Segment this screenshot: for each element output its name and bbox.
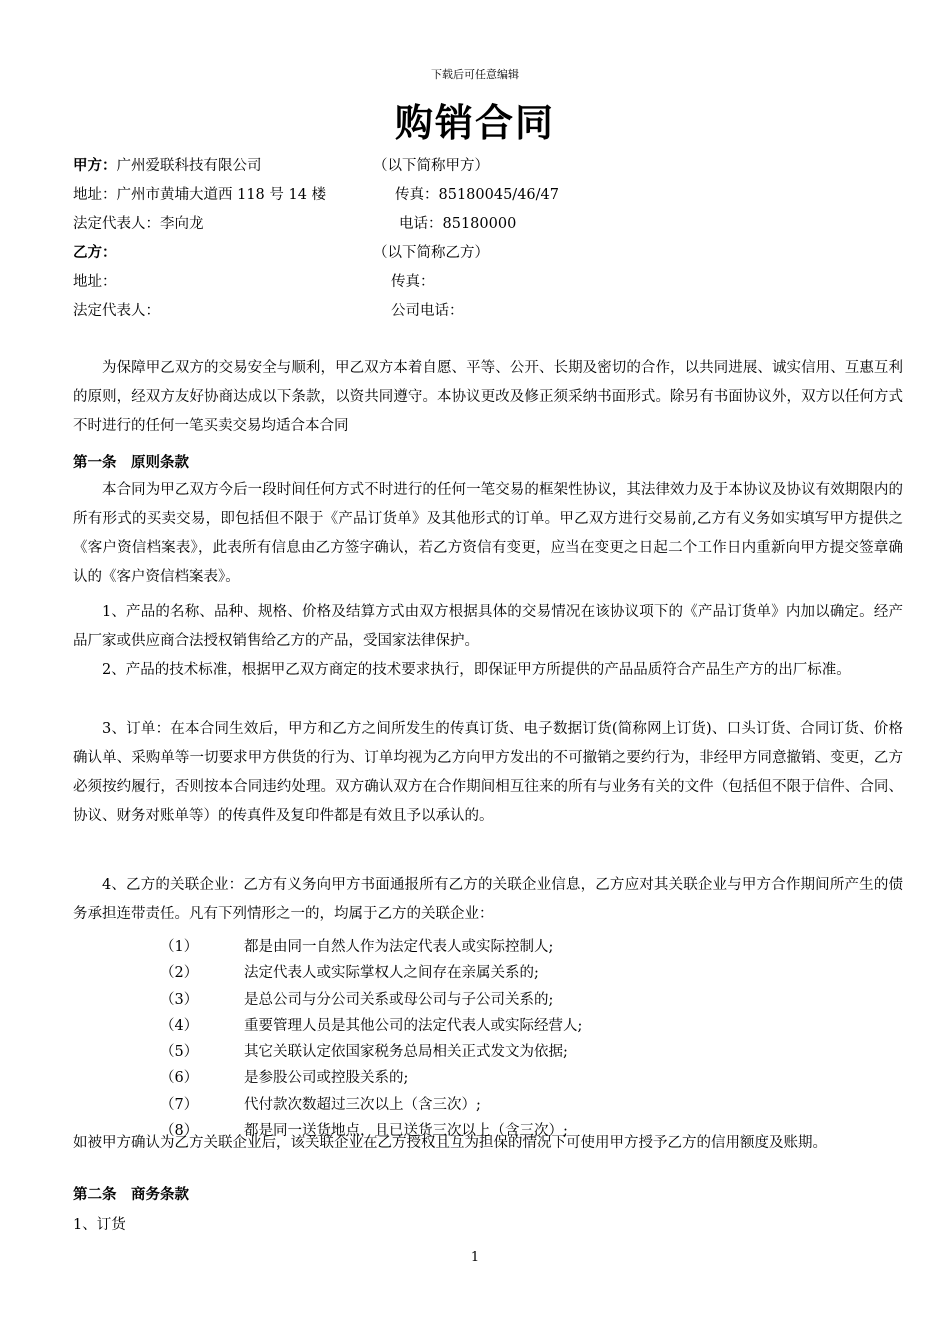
party-a-address: 地址：广州市黄埔大道西 118 号 14 楼 [73,187,327,203]
party-b-alias: （以下简称乙方） [373,245,489,261]
article-2-item-1: 1、订货 [73,1217,126,1233]
contract-title: 购销合同 [394,100,555,145]
party-a-alias: （以下简称甲方） [373,158,489,174]
party-b-rep-row [73,301,464,321]
party-b-row [73,243,489,263]
party-a-address-row [73,185,559,205]
clause-3-paragraph: 3、订单：在本合同生效后，甲方和乙方之间所发生的传真订货、电子数据订货(简称网上订货)、口头订货、合同订货、价格确认单、采购单等一切要求甲方供货的行为、订单均视为乙方向甲方发出的不可撤销之要约行为，非经甲方同意撤销、变更，乙方必须按约履行，否则按本合同违约处理。双方确认双方在合作期间相互往来的所有与业务有关的文件（包括但不限于信件、合同、协议、财务对账单等）的传真件及复印件都是有效且予以承认的。 [73,721,903,824]
party-b-label: 乙方： [73,244,117,261]
article-2-heading: 第二条 商务条款 [73,1186,189,1203]
party-a-rep-row [73,214,517,234]
party-a-fax: 传真：85180045/46/47 [395,187,559,203]
list-item: （4） 重要管理人员是其他公司的法定代表人或实际经营人; [160,1017,583,1034]
party-b-address-row [73,272,435,292]
article-1-heading: 第一条 原则条款 [73,454,189,471]
party-a-phone: 电话：85180000 [399,216,517,232]
list-item: （2） 法定代表人或实际掌权人之间存在亲属关系的; [160,965,539,982]
header-note: 下载后可任意编辑 [431,68,519,81]
intro-paragraph: 为保障甲乙双方的交易安全与顺利，甲乙双方本着自愿、平等、公开、长期及密切的合作，以共同进展、诚实信用、互惠互利的原则，经双方友好协商达成以下条款，以资共同遵守。本协议更改及修正须采纳书面形式。除另有书面协议外，双方以任何方式不时进行的任何一笔买卖交易均适合本合同 [73,360,903,434]
list-item: （6） 是参股公司或控股关系的; [160,1070,409,1087]
party-a-row [73,156,489,176]
party-a-label: 甲方： [73,157,117,174]
clause-4-paragraph: 4、乙方的关联企业：乙方有义务向甲方书面通报所有乙方的关联企业信息，乙方应对其关联企业与甲方合作期间所产生的债务承担连带责任。凡有下列情形之一的，均属于乙方的关联企业： [73,877,903,922]
page-number: 1 [470,1250,480,1265]
party-b-fax: 传真： [391,274,435,290]
affiliate-criteria-list [160,934,582,1144]
party-a-rep: 法定代表人：李向龙 [73,216,204,232]
list-item: （3） 是总公司与分公司关系或母公司与子公司关系的; [160,991,554,1008]
party-b-rep: 法定代表人： [73,303,160,319]
list-item: （7） 代付款次数超过三次以上（含三次）; [160,1096,481,1113]
party-b-phone: 公司电话： [391,303,464,319]
list-item: （1） 都是由同一自然人作为法定代表人或实际控制人; [160,939,554,955]
affiliate-closing-paragraph: 如被甲方确认为乙方关联企业后，该关联企业在乙方授权且互为担保的情况下可使用甲方授予乙方的信用额度及账期。 [73,1135,827,1151]
party-b-address: 地址： [73,274,117,290]
clause-1-paragraph: 1、产品的名称、品种、规格、价格及结算方式由双方根据具体的交易情况在该协议项下的《产品订货单》内加以确定。经产品厂家或供应商合法授权销售给乙方的产品，受国家法律保护。 [73,604,903,649]
clause-2-paragraph: 2、产品的技术标准，根据甲乙双方商定的技术要求执行，即保证甲方所提供的产品品质符合产品生产方的出厂标准。 [102,662,851,678]
list-item: （5） 其它关联认定依国家税务总局相关正式发文为依据; [160,1044,568,1061]
article-1-paragraph: 本合同为甲乙双方今后一段时间任何方式不时进行的任何一笔交易的框架性协议，其法律效力及于本协议及协议有效期限内的所有形式的买卖交易，即包括但不限于《产品订货单》及其他形式的订单。甲乙双方进行交易前,乙方有义务如实填写甲方提供之《客户资信档案表》，此表所有信息由乙方签字确认，若乙方资信有变更，应当在变更之日起二个工作日内重新向甲方提交签章确认的《客户资信档案表》。 [73,482,903,585]
party-a-name: 广州爱联科技有限公司 [116,158,262,174]
list-item: （8） 都是同一送货地点，且已送货三次以上（含三次）; [160,1123,568,1140]
